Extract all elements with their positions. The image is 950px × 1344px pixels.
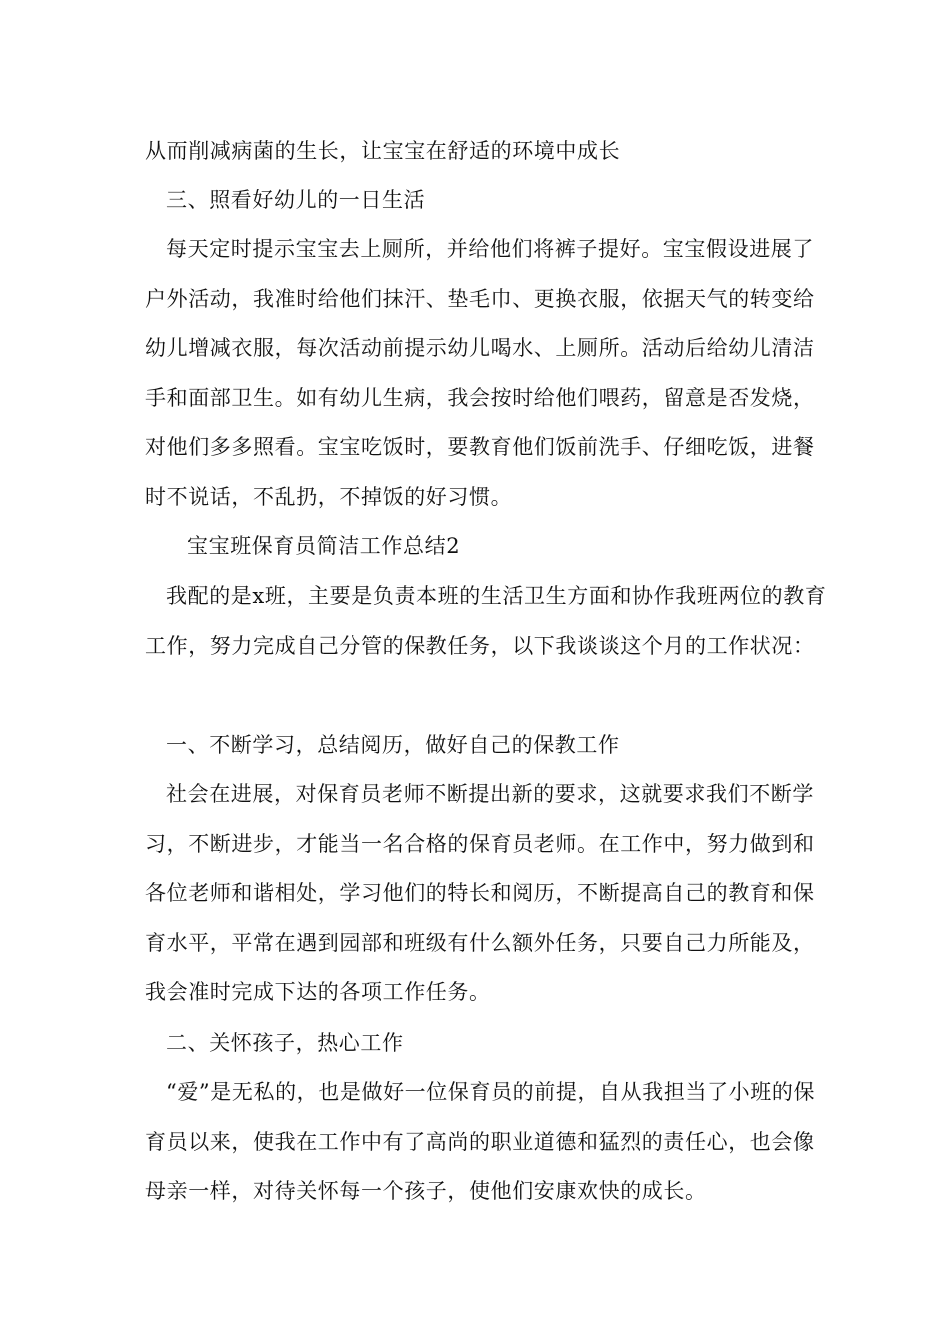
section-heading-3: 三、照看好幼儿的一日生活 <box>166 188 426 212</box>
paragraph-intro: 我配的是x班，主要是负责本班的生活卫生方面和协作我班两位的教育工作，努力完成自己分管的保教任务，以下我谈谈这个月的工作状况： <box>145 584 827 658</box>
section-heading-2: 二、关怀孩子，热心工作 <box>166 1031 404 1055</box>
paragraph-daily-care: 每天定时提示宝宝去上厕所，并给他们将裤子提好。宝宝假设进展了户外活动，我准时给他们抹汗、垫毛巾、更换衣服，依据天气的转变给幼儿增减衣服，每次活动前提示幼儿喝水、上厕所。活动后给幼儿清洁手和面部卫生。如有幼儿生病，我会按时给他们喂药，留意是否发烧，对他们多多照看。宝宝吃饭时，要教育他们饭前洗手、仔细吃饭，进餐时不说话，不乱扔，不掉饭的好习惯。 <box>145 237 815 509</box>
paragraph-caring: “爱”是无私的，也是做好一位保育员的前提，自从我担当了小班的保育员以来，使我在工作中有了高尚的职业道德和猛烈的责任心，也会像母亲一样，对待关怀每一个孩子，使他们安康欢快的成长。 <box>145 1080 816 1203</box>
document-title-2: 宝宝班保育员简洁工作总结2 <box>187 534 461 558</box>
section-heading-1: 一、不断学习，总结阅历，做好自己的保教工作 <box>166 733 620 757</box>
paragraph-continuation: 从而削减病菌的生长，让宝宝在舒适的环境中成长 <box>145 139 621 163</box>
paragraph-learning: 社会在进展，对保育员老师不断提出新的要求，这就要求我们不断学习，不断进步，才能当一名合格的保育员老师。在工作中，努力做到和各位老师和谐相处，学习他们的特长和阅历，不断提高自己的教育和保育水平，平常在遇到园部和班级有什么额外任务，只要自己力所能及，我会准时完成下达的各项工作任务。 <box>145 782 815 1004</box>
